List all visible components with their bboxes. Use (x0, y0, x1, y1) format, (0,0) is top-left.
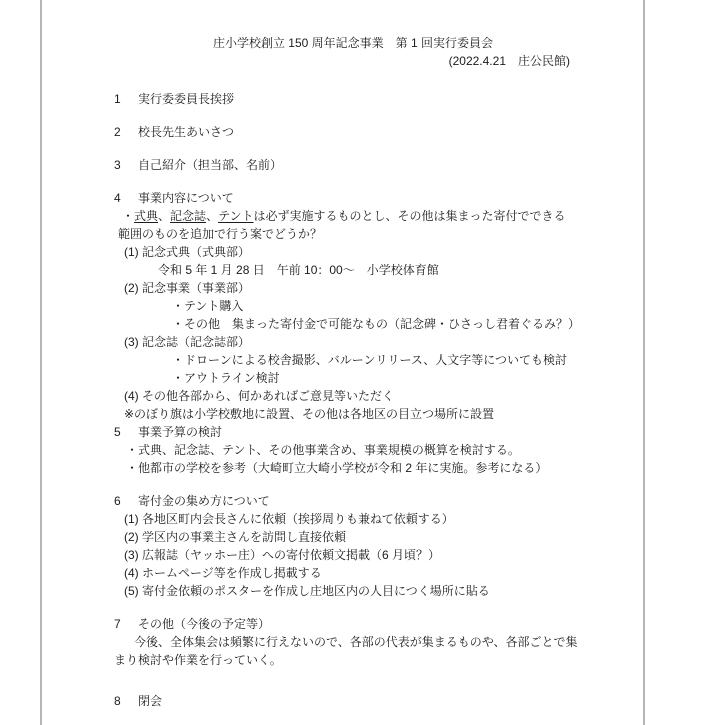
item-number: 3 (114, 158, 121, 172)
item-number: 7 (114, 617, 121, 631)
section4-point2-bullet-other: ・その他 集まった寄付金で可能なもの（記念碑・ひさっし君着ぐるみ？） (172, 317, 581, 331)
underlined-term-commemorative-book: 記念誌 (170, 209, 207, 223)
agenda-item-7 (114, 615, 592, 633)
section6-point1-chairmen: (1) 各地区町内会長さんに依頼（挨拶周りも兼ねて依頼する） (124, 512, 454, 526)
item-text: 寄付金の集め方について (138, 494, 270, 508)
section5-bullet-reference: ・他都市の学校を参考（大崎町立大崎小学校が令和 2 年に実施。参考になる） (126, 461, 548, 475)
section4-bullet-wrap-line: 範囲のものを追加で行う案でどうか？ (118, 227, 323, 241)
item-text: 事業予算の検討 (138, 425, 223, 439)
section4-ceremony-datetime: 令和 5 年 1 月 28 日 午前 10：00～ 小学校体育館 (158, 263, 439, 277)
section4-point4-opinions: (4) その他各部から、何かあればご意見等いただく (124, 389, 395, 403)
section7-paragraph-line2: まり検討や作業を行っていく。 (114, 653, 282, 667)
section4-point3-bullet-outline: ・アウトライン検討 (172, 371, 280, 385)
bullet-glyph: ・ (122, 209, 135, 223)
left-margin-line (40, 0, 42, 725)
agenda-item-1 (114, 90, 592, 108)
section4-point3-book: (3) 記念誌（記念誌部） (124, 335, 251, 349)
item-text: 事業内容について (138, 191, 234, 205)
item-number: 6 (114, 494, 121, 508)
section6-point3-pr-magazine: (3) 広報誌（ヤッホー庄）への寄付依頼文掲載（6 月頃？） (124, 548, 441, 562)
section5-bullet-estimate: ・式典、記念誌、テント、その他事業含め、事業規模の概算を検討する。 (126, 443, 520, 457)
right-margin-line (643, 0, 645, 725)
item-number: 4 (114, 191, 121, 205)
document-title: 庄小学校創立 150 周年記念事業 第 1 回実行委員会 (212, 36, 494, 50)
item-text: その他（今後の予定等） (138, 617, 271, 631)
agenda-item-2 (114, 123, 592, 141)
item-number: 8 (114, 694, 121, 708)
item-text: 閉会 (138, 694, 163, 708)
item-number: 2 (114, 125, 121, 139)
section4-point2-projects: (2) 記念事業（事業部） (124, 281, 251, 295)
section7-paragraph-line1: 今後、全体集会は頻繁に行えないので、各部の代表が集まるものや、各部ごとで集 (134, 635, 578, 649)
section4-point1-ceremony: (1) 記念式典（式典部） (124, 245, 251, 259)
agenda-item-4 (114, 189, 592, 207)
item-text: 校長先生あいさつ (138, 125, 235, 139)
item-number: 5 (114, 425, 121, 439)
date-venue-line: (2022.4.21 庄公民館) (448, 54, 570, 68)
item-text: 自己紹介（担当部、名前） (138, 158, 283, 172)
bullet-rest-text: は必ず実施するものとし、その他は集まった寄付でできる (253, 209, 566, 223)
agenda-item-8 (114, 692, 592, 710)
underlined-term-tent: テント (218, 209, 254, 223)
agenda-item-6 (114, 492, 592, 510)
section6-point5-posters: (5) 寄付金依頼のポスターを作成し庄地区内の人目につく場所に貼る (124, 584, 490, 598)
section4-point2-bullet-tent: ・テント購入 (172, 299, 244, 313)
agenda-item-5 (114, 423, 592, 441)
section4-bullet-must-do: ・式典、記念誌、テントは必ず実施するものとし、その他は集まった寄付でできる (122, 209, 566, 223)
section4-point3-bullet-drone: ・ドローンによる校舎撮影、バルーンリリース、人文字等についても検討 (172, 353, 568, 367)
item-text: 実行委委員長挨拶 (138, 92, 235, 106)
agenda-item-3 (114, 156, 592, 174)
section6-point2-businesses: (2) 学区内の事業主さんを訪問し直接依頼 (124, 530, 347, 544)
underlined-term-ceremony: 式典 (134, 209, 159, 223)
section6-point4-homepage: (4) ホームページ等を作成し掲載する (124, 566, 322, 580)
document-body (114, 34, 592, 710)
section4-note-banner: ※のぼり旗は小学校敷地に設置、その他は各地区の目立つ場所に設置 (124, 407, 495, 421)
item-number: 1 (114, 92, 121, 106)
